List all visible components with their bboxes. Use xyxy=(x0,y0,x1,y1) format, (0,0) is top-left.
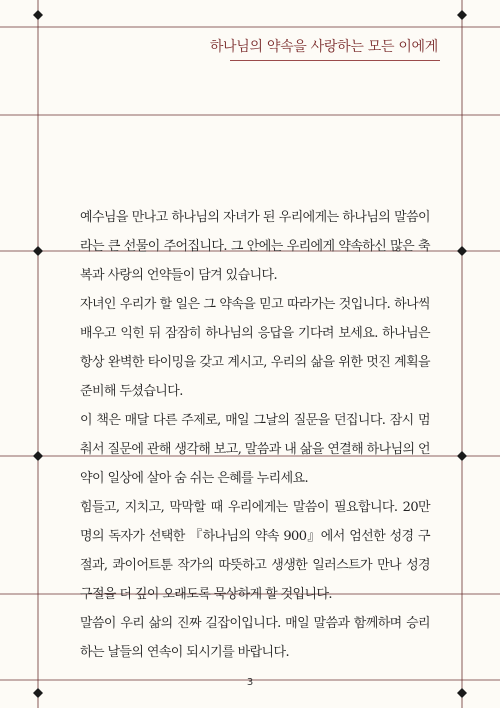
paragraph-2: 자녀인 우리가 할 일은 그 약속을 믿고 따라가는 것입니다. 하나씩 배우고 익힌 뒤 잠잠히 하나님의 응답을 기다려 보세요. 하나님은 항상 완벽한 타이밍을 갖고 계시고, 우리의 삶을 위한 멋진 계획을 준비해 두셨습니다. xyxy=(80,297,430,399)
page-number: 3 xyxy=(246,677,254,688)
paragraph-4: 힘들고, 지치고, 막막할 때 우리에게는 말씀이 필요합니다. 20만 명의 독자가 선택한 『하나님의 약속 900』에서 엄선한 성경 구절과, 콰이어트툰 작가의 따뜻하고 생생한 일러스트가 만나 성경 구절을 더 깊이 오래도록 묵상하게 할 것입니다. xyxy=(80,500,430,602)
diamond-marker-right-2 xyxy=(457,451,467,461)
paragraph-5: 말씀이 우리 삶의 진짜 길잡이입니다. 매일 말씀과 함께하며 승리하는 날들의 연속이 되시기를 바랍니다. xyxy=(80,616,430,660)
diamond-marker-top-right xyxy=(457,10,467,20)
body-text xyxy=(80,203,430,667)
paragraph-3: 이 책은 매달 다른 주제로, 매일 그날의 질문을 던집니다. 잠시 멈춰서 질문에 관해 생각해 보고, 말씀과 내 삶을 연결해 하나님의 언약이 일상에 살아 숨 쉬는 은혜를 누리세요. xyxy=(80,413,430,486)
diamond-marker-left-1 xyxy=(33,246,43,256)
diamond-marker-bottom-right xyxy=(457,688,467,698)
diamond-marker-top-left xyxy=(33,10,43,20)
diamond-marker-right-1 xyxy=(457,246,467,256)
header-rule xyxy=(230,60,440,61)
header-title: 하나님의 약속을 사랑하는 모든 이에게 xyxy=(209,39,438,55)
diamond-marker-left-2 xyxy=(33,451,43,461)
diamond-marker-bottom-left xyxy=(33,688,43,698)
paragraph-1: 예수님을 만나고 하나님의 자녀가 된 우리에게는 하나님의 말씀이라는 큰 선물이 주어집니다. 그 안에는 우리에게 약속하신 많은 축복과 사랑의 언약들이 담겨 있습니다. xyxy=(80,210,430,283)
